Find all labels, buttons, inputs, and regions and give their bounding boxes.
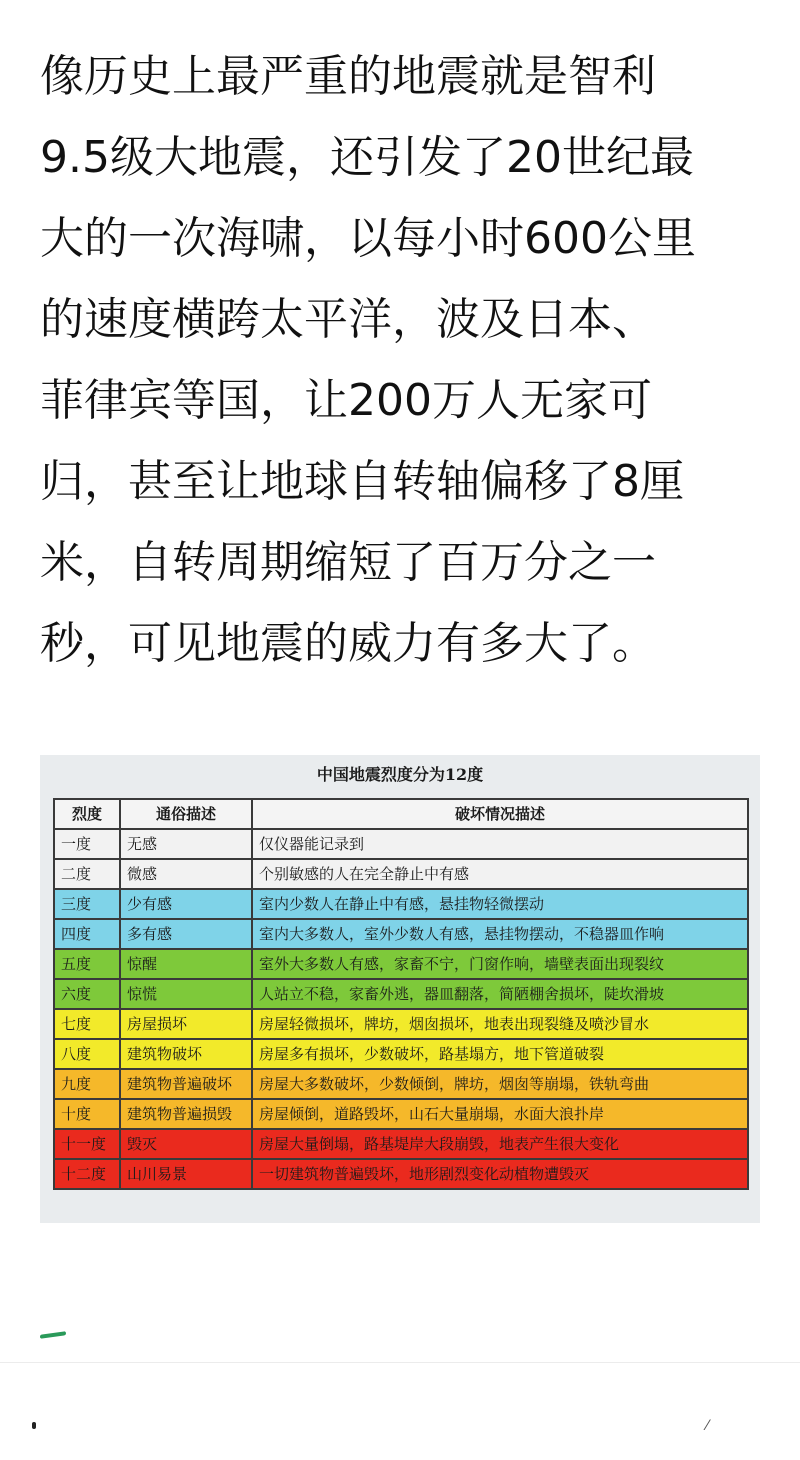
cell-damage: 房屋多有损坏，少数破坏，路基塌方，地下管道破裂	[252, 1039, 748, 1069]
cell-degree: 十一度	[54, 1129, 120, 1159]
cell-common: 房屋损坏	[120, 1009, 252, 1039]
table-row	[54, 1069, 748, 1099]
cell-degree: 十二度	[54, 1159, 120, 1189]
cell-common: 惊慌	[120, 979, 252, 1009]
cell-common: 少有感	[120, 889, 252, 919]
article-line: 9.5级大地震，还引发了20世纪最	[40, 132, 694, 183]
table-row	[54, 1159, 748, 1189]
cell-common: 毁灭	[120, 1129, 252, 1159]
article-line: 归，甚至让地球自转轴偏移了8厘	[40, 456, 684, 507]
table-row	[54, 1009, 748, 1039]
dot-icon	[32, 1422, 36, 1429]
cell-common: 建筑物破坏	[120, 1039, 252, 1069]
article-text	[40, 36, 760, 684]
table-row	[54, 1039, 748, 1069]
cell-damage: 人站立不稳，家畜外逃，器皿翻落，简陋棚舍损坏，陡坎滑坡	[252, 979, 748, 1009]
article-line: 菲律宾等国，让200万人无家可	[40, 375, 652, 426]
cell-degree: 九度	[54, 1069, 120, 1099]
header-common: 通俗描述	[120, 799, 252, 829]
cell-damage: 室内大多数人，室外少数人有感，悬挂物摆动，不稳器皿作响	[252, 919, 748, 949]
leaf-icon	[40, 1331, 66, 1339]
cell-common: 无感	[120, 829, 252, 859]
divider	[0, 1362, 800, 1363]
cell-common: 山川易景	[120, 1159, 252, 1189]
cell-damage: 仅仪器能记录到	[252, 829, 748, 859]
cell-degree: 六度	[54, 979, 120, 1009]
cell-common: 微感	[120, 859, 252, 889]
article-line: 大的一次海啸，以每小时600公里	[40, 213, 696, 264]
cell-damage: 室内少数人在静止中有感，悬挂物轻微摆动	[252, 889, 748, 919]
cell-degree: 三度	[54, 889, 120, 919]
table-header-row	[54, 799, 748, 829]
cell-damage: 房屋倾倒，道路毁坏，山石大量崩塌，水面大浪扑岸	[252, 1099, 748, 1129]
cell-degree: 二度	[54, 859, 120, 889]
cell-common: 建筑物普遍损毁	[120, 1099, 252, 1129]
cell-damage: 房屋轻微损坏，牌坊，烟囱损坏，地表出现裂缝及喷沙冒水	[252, 1009, 748, 1039]
intensity-table-image[interactable]	[40, 755, 760, 1223]
article-line: 像历史上最严重的地震就是智利	[40, 51, 656, 102]
table-row	[54, 919, 748, 949]
cell-damage: 一切建筑物普遍毁坏，地形剧烈变化动植物遭毁灭	[252, 1159, 748, 1189]
intensity-table	[53, 798, 749, 1190]
cell-common: 多有感	[120, 919, 252, 949]
cell-degree: 八度	[54, 1039, 120, 1069]
article-line: 的速度横跨太平洋，波及日本、	[40, 294, 656, 345]
table-row	[54, 859, 748, 889]
table-row	[54, 979, 748, 1009]
table-row	[54, 1099, 748, 1129]
table-row	[54, 889, 748, 919]
cell-common: 惊醒	[120, 949, 252, 979]
article-line: 秒，可见地震的威力有多大了。	[40, 618, 656, 669]
cell-degree: 七度	[54, 1009, 120, 1039]
cell-degree: 十度	[54, 1099, 120, 1129]
article-line: 米，自转周期缩短了百万分之一	[40, 537, 656, 588]
cell-degree: 一度	[54, 829, 120, 859]
header-degree: 烈度	[54, 799, 120, 829]
cell-damage: 个别敏感的人在完全静止中有感	[252, 859, 748, 889]
cell-damage: 房屋大多数破坏，少数倾倒，牌坊，烟囱等崩塌，铁轨弯曲	[252, 1069, 748, 1099]
cell-damage: 房屋大量倒塌，路基堤岸大段崩毁，地表产生很大变化	[252, 1129, 748, 1159]
table-row	[54, 829, 748, 859]
cell-common: 建筑物普遍破坏	[120, 1069, 252, 1099]
cell-degree: 四度	[54, 919, 120, 949]
cell-damage: 室外大多数人有感，家畜不宁，门窗作响，墙壁表面出现裂纹	[252, 949, 748, 979]
more-icon[interactable]: ⁄	[706, 1418, 709, 1434]
table-row	[54, 1129, 748, 1159]
cell-degree: 五度	[54, 949, 120, 979]
table-title: 中国地震烈度分为12度	[316, 765, 484, 784]
table-row	[54, 949, 748, 979]
header-damage: 破坏情况描述	[252, 799, 748, 829]
